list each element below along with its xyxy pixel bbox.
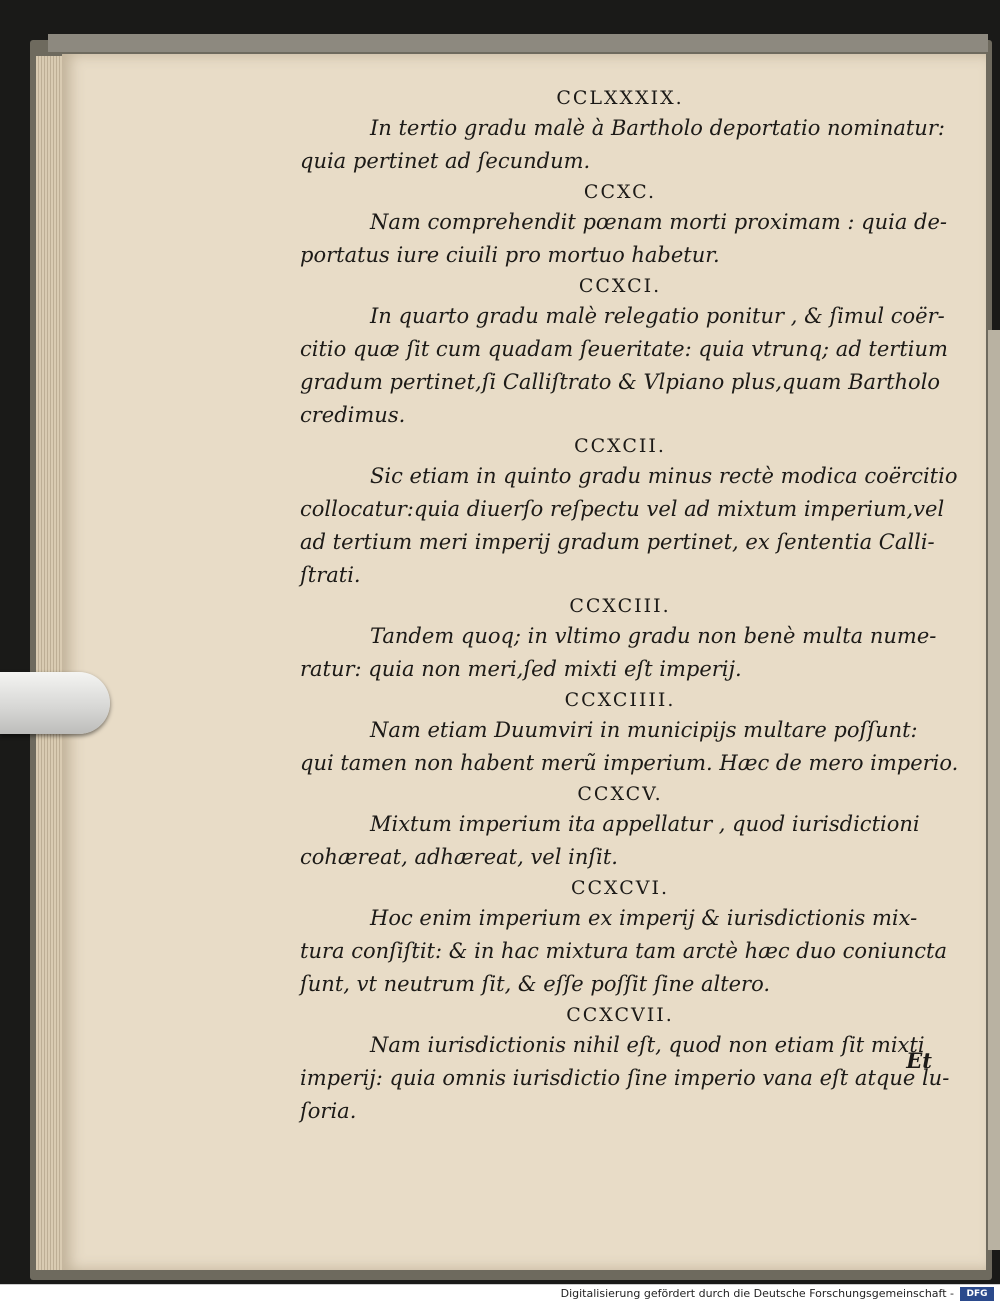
- text-line: Sic etiam in quinto gradu minus rectè modica coërcitio: [370, 464, 958, 488]
- text-line: Nam comprehendit pœnam morti proximam : quia de-: [370, 210, 948, 234]
- page-clip: [0, 672, 110, 734]
- section-heading: CCXCII.: [574, 435, 666, 457]
- section: [300, 592, 940, 686]
- dfg-logo: DFG: [960, 1287, 994, 1301]
- text-line: citio quæ ſit cum quadam ſeueritate: quia vtrunq; ad tertium: [300, 337, 948, 361]
- paragraph: [300, 300, 948, 432]
- section: [300, 686, 959, 780]
- text-line: Hoc enim imperium ex imperij & iurisdictionis mix-: [370, 906, 918, 930]
- text-line: ſoria.: [300, 1099, 357, 1123]
- section: [300, 272, 948, 432]
- paragraph: [300, 808, 940, 874]
- section: [300, 1001, 950, 1128]
- text-line: ad tertium meri imperij gradum pertinet, ex ſententia Calli-: [300, 530, 935, 554]
- catchword: Et: [906, 1048, 932, 1073]
- section-heading: CCXCIII.: [569, 595, 671, 617]
- paragraph: [300, 1029, 950, 1128]
- text-line: Nam iurisdictionis nihil eſt, quod non etiam ſit mixti: [370, 1033, 925, 1057]
- text-line: gradum pertinet,ſi Calliſtrato & Vlpiano plus,quam Bartholo: [300, 370, 941, 394]
- text-line: portatus iure ciuili pro mortuo habetur.: [300, 243, 720, 267]
- text-line: credimus.: [300, 403, 406, 427]
- text-line: Mixtum imperium ita appellatur , quod iurisdictioni: [370, 812, 920, 836]
- text-line: ratur: quia non meri,ſed mixti eſt imperij.: [300, 657, 742, 681]
- text-line: cohæreat, adhæreat, vel inſit.: [300, 845, 618, 869]
- text-line: quia pertinet ad ſecundum.: [300, 149, 591, 173]
- section-heading: CCXCIIII.: [564, 689, 676, 711]
- text-line: tura conſiſtit: & in hac mixtura tam arctè hæc duo coniuncta: [300, 939, 947, 963]
- text-line: Tandem quoq; in vltimo gradu non benè multa nume-: [370, 624, 937, 648]
- text-line: collocatur:quia diuerſo reſpectu vel ad mixtum imperium,vel: [300, 497, 945, 521]
- cover-top-edge: [48, 34, 988, 52]
- paragraph: [300, 206, 948, 272]
- section-heading: CCXCVII.: [566, 1004, 674, 1026]
- section: [300, 780, 940, 874]
- text-line: In quarto gradu malè relegatio ponitur , & ſimul coër-: [370, 304, 945, 328]
- text-line: imperij: quia omnis iurisdictio ſine imperio vana eſt atque lu-: [300, 1066, 950, 1090]
- text-line: ſunt, vt neutrum ſit, & eſſe poſſit ſine altero.: [300, 972, 771, 996]
- text-line: ſtrati.: [300, 563, 361, 587]
- paragraph: [300, 112, 945, 178]
- section: [300, 84, 945, 178]
- section: [300, 874, 947, 1001]
- paragraph: [300, 460, 958, 592]
- text-line: qui tamen non habent merũ imperium. Hæc de mero imperio.: [300, 751, 959, 775]
- paragraph: [300, 714, 959, 780]
- section-heading: CCXCVI.: [570, 877, 670, 899]
- section: [300, 178, 948, 272]
- footer-bar: [0, 1284, 1000, 1304]
- footer-credit: Digitalisierung gefördert durch die Deutsche Forschungsgemeinschaft -: [560, 1287, 954, 1300]
- section-heading: CCXCV.: [577, 783, 663, 805]
- section-heading: CCLXXXIX.: [556, 87, 684, 109]
- text-line: In tertio gradu malè à Bartholo deportatio nominatur:: [370, 116, 945, 140]
- page-text: [300, 84, 959, 1128]
- section-heading: CCXC.: [583, 181, 657, 203]
- text-line: Nam etiam Duumviri in municipijs multare poſſunt:: [370, 718, 918, 742]
- section-heading: CCXCI.: [578, 275, 662, 297]
- section: [300, 432, 958, 592]
- paragraph: [300, 620, 940, 686]
- paragraph: [300, 902, 947, 1001]
- right-page-edge: [988, 330, 1000, 1250]
